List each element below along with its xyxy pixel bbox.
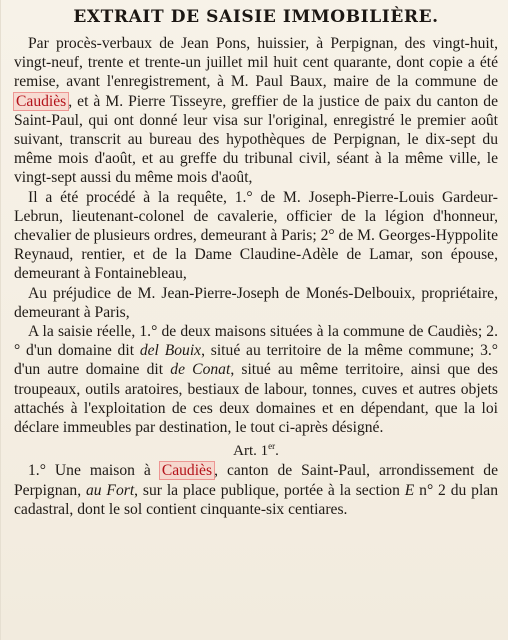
italic-place-name: del Bouix [139,342,202,360]
page-edge [0,0,1,640]
paragraph-text: , sur la place publique, portée à la section [134,481,405,499]
paragraph-saisie [14,322,498,437]
paragraph-text: n° 2 du plan cadastral, dont le sol contient cinquante-six centiares. [14,481,498,518]
paragraph-proces-verbaux [14,34,498,188]
paragraph-prejudice: Au préjudice de M. Jean-Pierre-Joseph de Monés-Delbouix, propriétaire, demeurant à Paris, [14,284,498,321]
article-heading [14,437,498,461]
paragraph-text: , situé au même territoire, ainsi que des troupeaux, outils aratoires, bestiaux de labour, tonnes, cuves et autres objets attachés à l'exploitation de ces deux domaines et en dépendant, que la loi déclare immeubles par destination, le tout ci-après désigné. [14,361,498,437]
italic-place-name: au Fort [85,481,135,499]
paragraph-text: Par procès-verbaux de Jean Pons, huissier, à Perpignan, des vingt-huit, vingt-neuf, trente et trente-un juillet mil huit cent quarante, dont copie a été remise, avant l'enregistrement, à M. Paul Baux, maire de la commune de [14,35,498,91]
highlighted-term-caudies[interactable]: Caudiès [161,462,213,480]
paragraph-text: A la saisie réelle, 1.° de deux maisons situées à la commune de Caudiès; 2.° d'un domaine dit [14,323,498,360]
document-body [14,34,498,519]
paragraph-text: , et à M. Pierre Tisseyre, greffier de la justice de paix du canton de Saint-Paul, qui ont donné leur visa sur l'original, enregistré le premier août suivant, transcrit au bureau des hypothèques de Perpignan, le dix-sept du même mois d'août, et au greffe du tribunal civil, séant à la même ville, le vingt-sept aussi du même mois d'août, [14,92,498,187]
article-suffix: . [275,443,279,460]
paragraph-maison [14,461,498,519]
paragraph-text: , situé au territoire de la même commune; 3.° d'un autre domaine dit [14,342,498,379]
paragraph-requete: Il a été procédé à la requête, 1.° de M. Joseph-Pierre-Louis Gardeur-Lebrun, lieutenant-colonel de cavalerie, officier de la légion d'honneur, chevalier de plusieurs ordres, demeurant à Paris; 2° de M. Georges-Hyppolite Reynaud, rentier, et de la Dame Claudine-Adèle de Lamar, son épouse, demeurant à Fontainebleau, [14,188,499,283]
article-superscript: er [268,441,276,452]
document-title: EXTRAIT DE SAISIE IMMOBILIÈRE. [73,7,439,27]
paragraph-text: , canton de Saint-Paul, arrondissement de Perpignan, [14,462,499,499]
italic-place-name: de Conat [170,361,231,379]
article-label: Art. 1 [233,443,269,460]
highlighted-term-caudies[interactable]: Caudiès [16,92,67,110]
paragraph-text: 1.° Une maison à [28,462,160,480]
italic-section-letter: E [404,481,415,499]
